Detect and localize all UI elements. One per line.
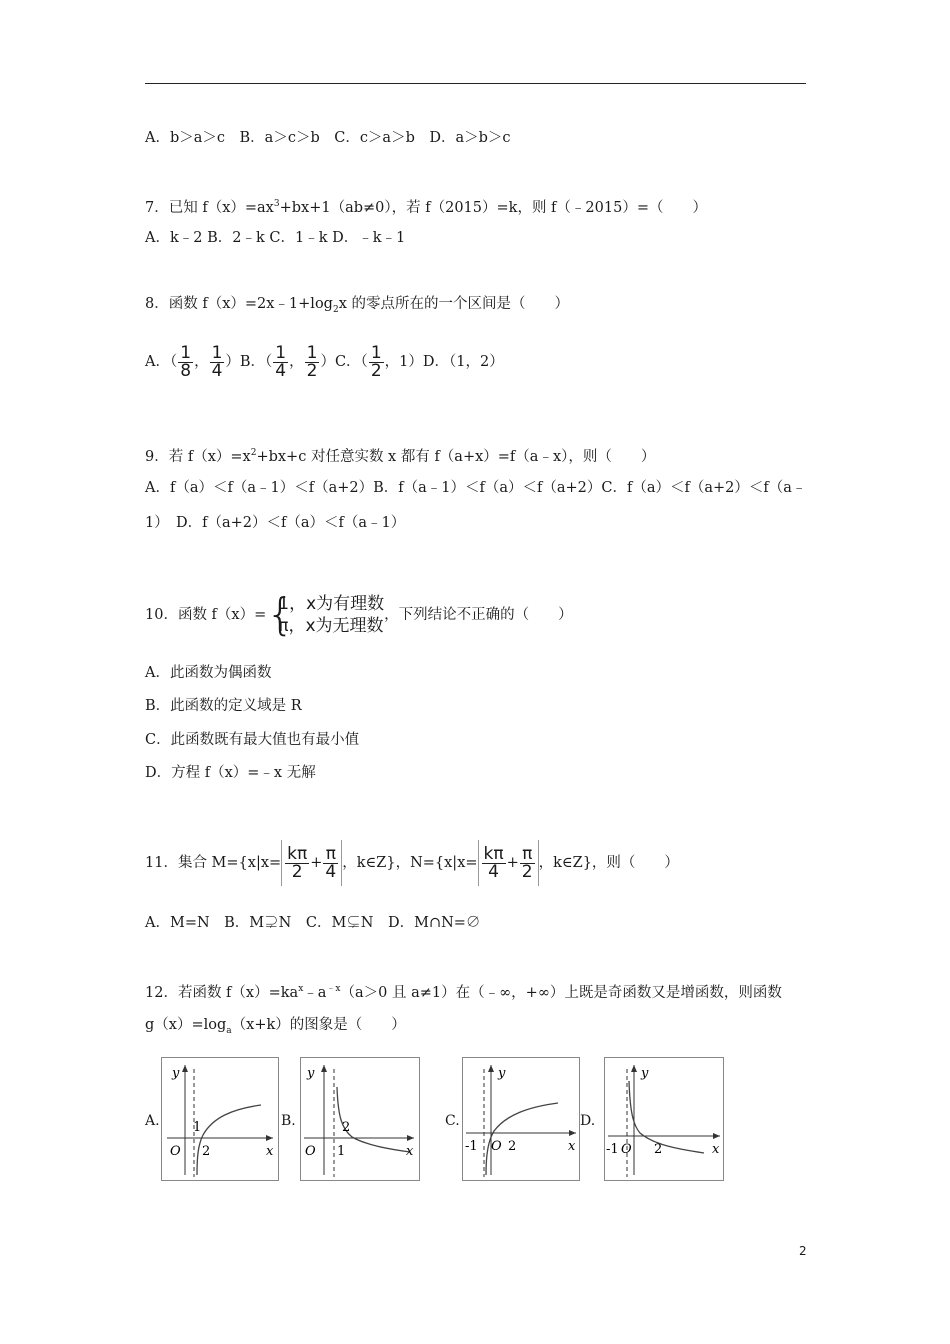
origin-label: O <box>170 1144 181 1159</box>
x-label: x <box>568 1139 576 1154</box>
graph-c <box>462 1057 580 1181</box>
q7-stem: 7．已知 $f(x)=ax^3+bx+1(ab\ne 0)$，若 f（2015）=k，则 f（﹣2015）=（ ） <box>145 199 707 216</box>
q9-options-line1: A．f（a）＜f（a﹣1）＜f（a+2）B．f（a﹣1）＜f（a）＜f（a+2）C．f（a）＜f（a+2）＜f（a﹣ <box>145 480 807 496</box>
tick-label: 2 <box>508 1139 517 1154</box>
q11-stem: 11．集合 M={x|x= $\frac{k\pi}{2}$ + $\frac{\pi}{4}$ ，k∈Z}，N={x|x= $\frac{k\pi}{4}$ + $\frac{\pi}{2}$ ，k∈Z}，则（ ） <box>145 840 679 886</box>
tick-label: 2 <box>342 1120 351 1135</box>
x-label: x <box>406 1144 414 1159</box>
x-label: x <box>712 1142 720 1157</box>
x-label: x <box>266 1144 274 1159</box>
fraction: $\frac{\pi}{4}$ <box>325 843 337 882</box>
fraction: $\frac{1}{2}$ <box>306 342 318 381</box>
graph-label-c: C. <box>445 1113 460 1129</box>
q12-stem-line1: 12．若函数 $f(x)=ka^x﹣a^{﹣x}(a>0$ 且 a≠1）在（﹣∞，+∞）上既是奇函数又是增函数，则函数 <box>145 984 782 1001</box>
q8-options: A．（ $\frac{1}{8}$ ， $\frac{1}{4}$ ）B．（ $\frac{1}{4}$ ， $\frac{1}{2}$ ）C．（ $\frac{1}{2}$ ，1）D．（1，2） <box>145 342 504 381</box>
fraction: $\frac{1}{2}$ <box>370 342 382 381</box>
q12-stem-line2: $g(x)=\log_a(x+k)$的图象是（ ） <box>145 1017 406 1036</box>
tick-label: 2 <box>654 1142 663 1157</box>
graph-label-b: B. <box>281 1113 296 1129</box>
formula-box: $\frac{k\pi}{4}$ + $\frac{\pi}{2}$ <box>478 840 539 886</box>
fraction: $\frac{k\pi}{2}$ <box>287 843 308 882</box>
fraction: $\frac{1}{8}$ <box>180 342 192 381</box>
piecewise-function: { 1，x为有理数 π，x为无理数 <box>266 589 385 640</box>
tick-label: -1 <box>606 1142 619 1157</box>
origin-label: O <box>621 1142 632 1157</box>
origin-label: O <box>491 1139 502 1154</box>
fraction: $\frac{1}{4}$ <box>275 342 287 381</box>
page-number: 2 <box>799 1244 807 1258</box>
graph-a <box>161 1057 279 1181</box>
q10-option-d: D．方程 f（x）=﹣x 无解 <box>145 765 316 781</box>
y-label: y <box>172 1066 180 1081</box>
graph-label-a: A. <box>145 1113 160 1129</box>
graph-b <box>300 1057 420 1181</box>
header-rule <box>145 83 806 84</box>
q9-stem: 9．若 $f(x)=x^2+bx+c$ 对任意实数 x 都有 f（a+x）=f（a﹣x），则（ ） <box>145 448 656 465</box>
q10-option-c: C．此函数既有最大值也有最小值 <box>145 732 360 748</box>
graph-frame <box>605 1058 724 1181</box>
q6-options: A．b＞a＞c B．a＞c＞b C．c＞a＞b D．a＞b＞c <box>145 130 511 146</box>
y-label: y <box>307 1066 315 1081</box>
fraction: $\frac{1}{4}$ <box>211 342 223 381</box>
fraction: $\frac{k\pi}{4}$ <box>483 843 504 882</box>
y-label: y <box>641 1066 649 1081</box>
formula-box: $\frac{k\pi}{2}$ + $\frac{\pi}{4}$ <box>281 840 342 886</box>
tick-label: 2 <box>202 1144 211 1159</box>
q9-options-line2: 1） D．f（a+2）＜f（a）＜f（a﹣1） <box>145 515 406 531</box>
q8-stem: 8．函数 $f(x)=2x﹣1+\log_2x$ 的零点所在的一个区间是（ ） <box>145 296 569 315</box>
tick-label: -1 <box>465 1139 478 1154</box>
q7-options: A．k﹣2 B．2﹣k C．1﹣k D．﹣k﹣1 <box>145 230 406 246</box>
q10-option-a: A．此函数为偶函数 <box>145 665 272 681</box>
q10-option-b: B．此函数的定义域是 R <box>145 698 302 714</box>
left-brace-icon: { <box>266 589 295 640</box>
graph-label-d: D. <box>580 1113 596 1129</box>
q11-options: A．M=N B．M⊋N C．M⊊N D．M∩N=∅ <box>145 915 481 931</box>
graph-d <box>604 1057 724 1181</box>
graph-frame <box>463 1058 580 1181</box>
graph-frame <box>301 1058 420 1181</box>
q10-stem: 10．函数 f（x）= { 1，x为有理数 π，x为无理数 ，下列结论不正确的（ ） <box>145 589 573 640</box>
y-label: y <box>498 1066 506 1081</box>
origin-label: O <box>305 1144 316 1159</box>
fraction: $\frac{\pi}{2}$ <box>521 843 533 882</box>
tick-label: 1 <box>193 1120 202 1135</box>
tick-label: 1 <box>337 1144 346 1159</box>
